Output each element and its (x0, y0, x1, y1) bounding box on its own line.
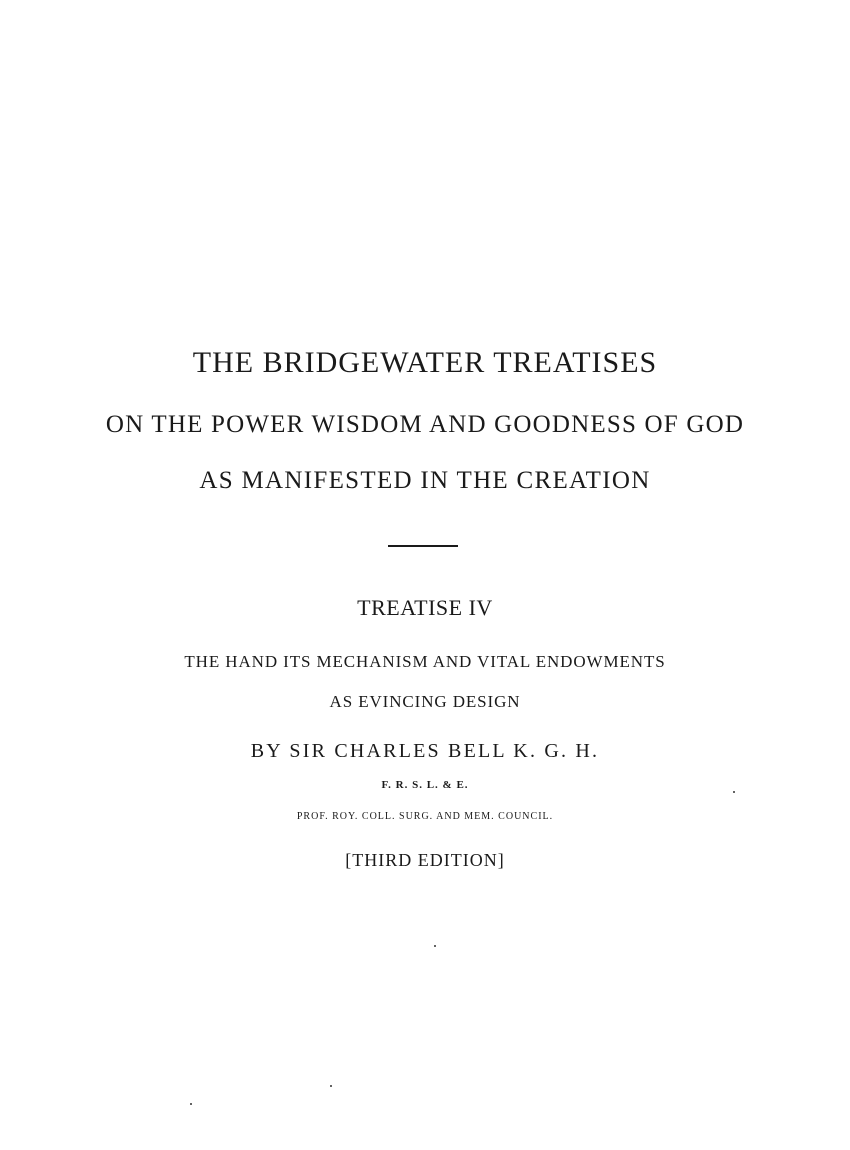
edition-note: [THIRD EDITION] (345, 850, 505, 870)
scan-speck (733, 791, 735, 793)
divider-rule (388, 545, 458, 547)
scan-speck (190, 1103, 192, 1105)
treatise-number: TREATISE IV (357, 595, 493, 620)
work-title-line-1: THE HAND ITS MECHANISM AND VITAL ENDOWMENTS (184, 652, 666, 671)
author-credentials-1: F. R. S. L. & E. (381, 779, 469, 791)
series-subtitle-1: ON THE POWER WISDOM AND GOODNESS OF GOD (105, 411, 745, 438)
author-credentials-2: PROF. ROY. COLL. SURG. AND MEM. COUNCIL. (296, 811, 554, 822)
scan-speck (434, 945, 436, 947)
series-subtitle-2: AS MANIFESTED IN THE CREATION (199, 467, 651, 494)
scan-speck (330, 1085, 332, 1087)
author-line: BY SIR CHARLES BELL K. G. H. (250, 740, 600, 762)
work-title-line-2: AS EVINCING DESIGN (329, 692, 521, 711)
series-title: THE BRIDGEWATER TREATISES (192, 346, 658, 379)
